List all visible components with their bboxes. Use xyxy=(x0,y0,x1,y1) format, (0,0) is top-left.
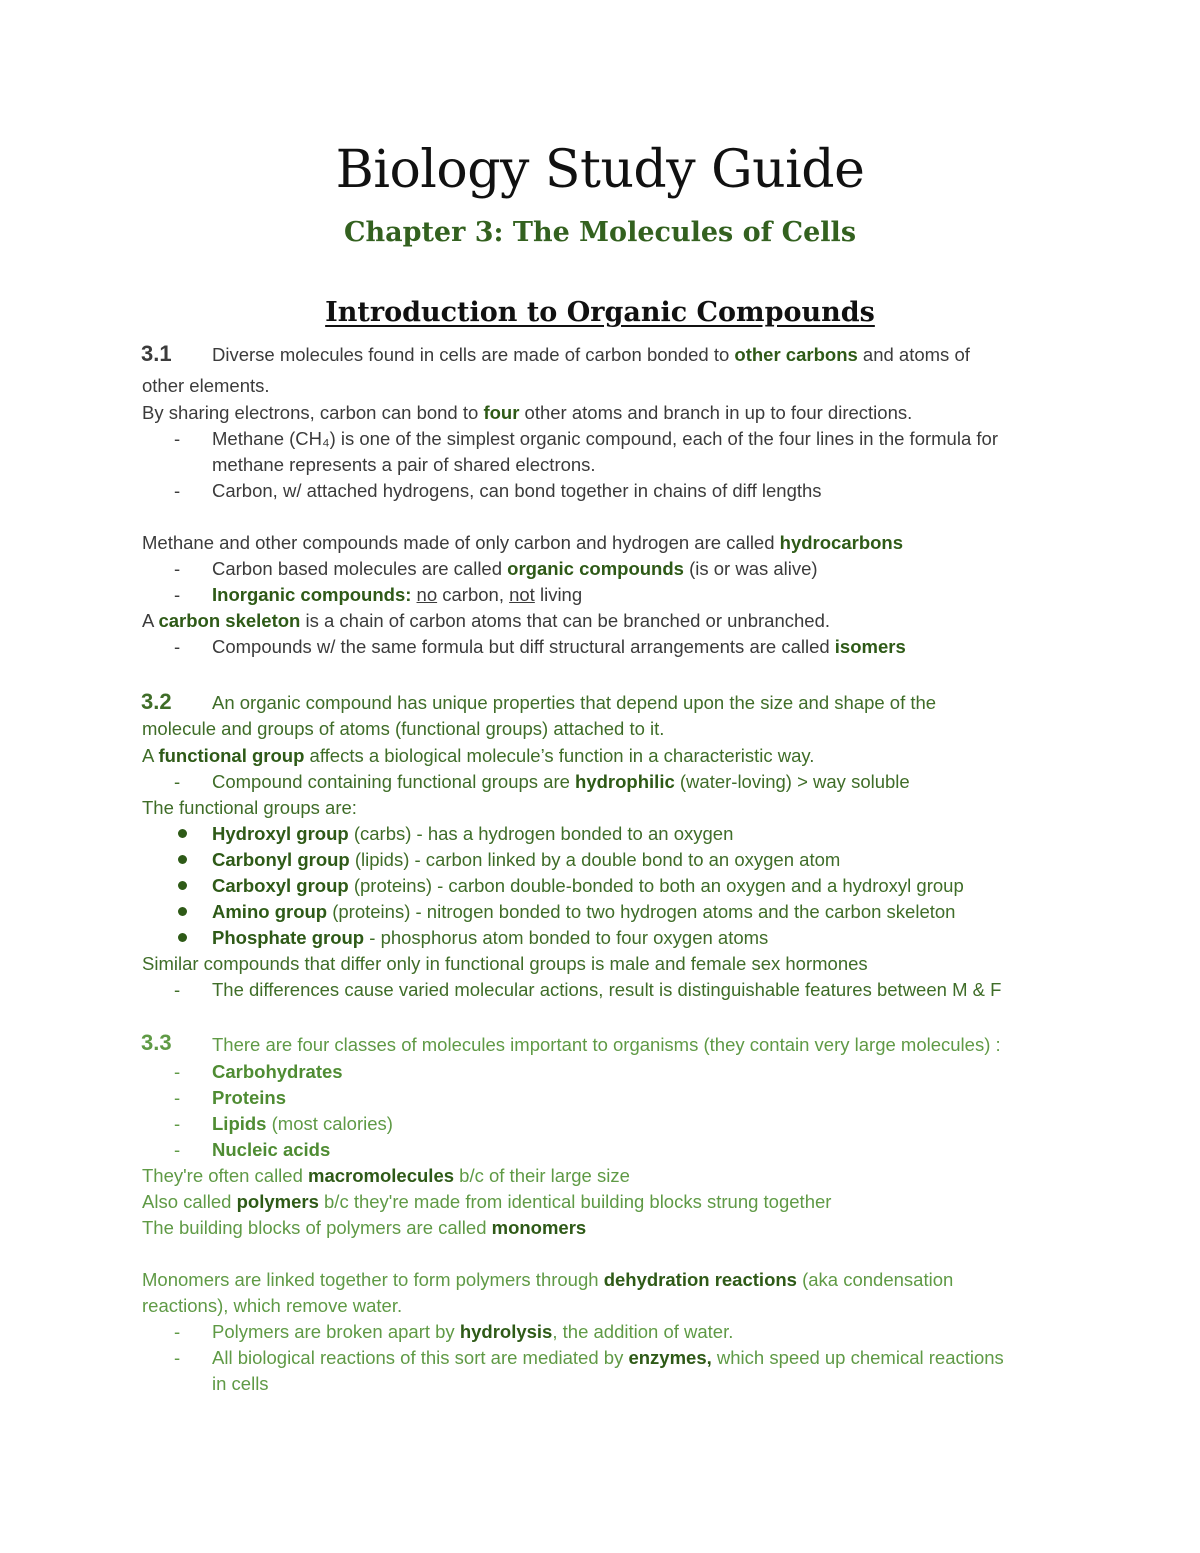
list-item: Compound containing functional groups are hydrophilic (water-loving) > way soluble xyxy=(212,771,910,792)
paragraph: A functional group affects a biological molecule’s function in a characteristic way. xyxy=(142,745,815,766)
list-item: Carbon based molecules are called organic compounds (is or was alive) xyxy=(212,558,818,579)
paragraph: An organic compound has unique properties that depend upon the size and shape of the xyxy=(212,692,937,713)
section-heading: Introduction to Organic Compounds xyxy=(325,297,875,328)
paragraph: Monomers are linked together to form polymers through dehydration reactions (aka condensation xyxy=(142,1269,954,1290)
functional-group-item: Hydroxyl group (carbs) - has a hydrogen bonded to an oxygen xyxy=(212,823,734,844)
list-item: Polymers are broken apart by hydrolysis, the addition of water. xyxy=(212,1321,734,1342)
section-number-3-1: 3.1 xyxy=(141,341,172,366)
dash-marker: - xyxy=(174,979,181,1000)
dash-marker: - xyxy=(174,1347,181,1368)
paragraph: molecule and groups of atoms (functional groups) attached to it. xyxy=(142,718,665,739)
dash-marker: - xyxy=(174,558,181,579)
paragraph: Also called polymers b/c they're made from identical building blocks strung together xyxy=(142,1191,832,1212)
dash-marker: - xyxy=(174,480,181,501)
chapter-heading: Chapter 3: The Molecules of Cells xyxy=(343,217,857,248)
paragraph: They're often called macromolecules b/c of their large size xyxy=(142,1165,630,1186)
list-item: Methane (CH₄) is one of the simplest organic compound, each of the four lines in the formula for xyxy=(212,428,998,449)
functional-group-item: Amino group (proteins) - nitrogen bonded to two hydrogen atoms and the carbon skeleton xyxy=(212,901,956,922)
bullet-icon xyxy=(178,907,187,916)
dash-marker: - xyxy=(174,636,181,657)
list-item: All biological reactions of this sort are mediated by enzymes, which speed up chemical reactions xyxy=(212,1347,1004,1368)
bullet-icon xyxy=(178,855,187,864)
section-number-3-3: 3.3 xyxy=(141,1030,172,1055)
paragraph: Diverse molecules found in cells are made of carbon bonded to other carbons and atoms of xyxy=(212,344,970,365)
paragraph: A carbon skeleton is a chain of carbon atoms that can be branched or unbranched. xyxy=(142,610,831,631)
list-item-continued: in cells xyxy=(212,1373,269,1394)
molecule-class-item: Carbohydrates xyxy=(212,1061,343,1082)
section-number-3-2: 3.2 xyxy=(141,689,172,714)
dash-marker: - xyxy=(174,1139,181,1160)
dash-marker: - xyxy=(174,1113,181,1134)
paragraph: reactions), which remove water. xyxy=(142,1295,403,1316)
dash-marker: - xyxy=(174,1061,181,1082)
molecule-class-item: Proteins xyxy=(212,1087,287,1108)
paragraph: The functional groups are: xyxy=(142,797,357,818)
bullet-icon xyxy=(178,881,187,890)
list-item: The differences cause varied molecular actions, result is distinguishable features between M & F xyxy=(212,979,1002,1000)
paragraph: other elements. xyxy=(142,375,270,396)
paragraph: There are four classes of molecules important to organisms (they contain very large molecules) : xyxy=(212,1034,1001,1055)
molecule-class-item: Nucleic acids xyxy=(212,1139,331,1160)
dash-marker: - xyxy=(174,1321,181,1342)
list-item-continued: methane represents a pair of shared electrons. xyxy=(212,454,596,475)
dash-marker: - xyxy=(174,771,181,792)
paragraph: By sharing electrons, carbon can bond to four other atoms and branch in up to four directions. xyxy=(142,402,913,423)
list-item: Inorganic compounds: no carbon, not living xyxy=(212,584,583,605)
functional-group-item: Carboxyl group (proteins) - carbon double-bonded to both an oxygen and a hydroxyl group xyxy=(212,875,964,896)
dash-marker: - xyxy=(174,1087,181,1108)
bullet-icon xyxy=(178,829,187,838)
dash-marker: - xyxy=(174,584,181,605)
list-item: Carbon, w/ attached hydrogens, can bond together in chains of diff lengths xyxy=(212,480,822,501)
paragraph: Similar compounds that differ only in functional groups is male and female sex hormones xyxy=(142,953,868,974)
molecule-class-item: Lipids (most calories) xyxy=(212,1113,393,1134)
paragraph: Methane and other compounds made of only carbon and hydrogen are called hydrocarbons xyxy=(142,532,904,553)
paragraph: The building blocks of polymers are called monomers xyxy=(142,1217,587,1238)
dash-marker: - xyxy=(174,428,181,449)
list-item: Compounds w/ the same formula but diff structural arrangements are called isomers xyxy=(212,636,906,657)
document-title: Biology Study Guide xyxy=(335,140,865,200)
bullet-icon xyxy=(178,933,187,942)
functional-group-item: Carbonyl group (lipids) - carbon linked by a double bond to an oxygen atom xyxy=(212,849,841,870)
functional-group-item: Phosphate group - phosphorus atom bonded to four oxygen atoms xyxy=(212,927,769,948)
